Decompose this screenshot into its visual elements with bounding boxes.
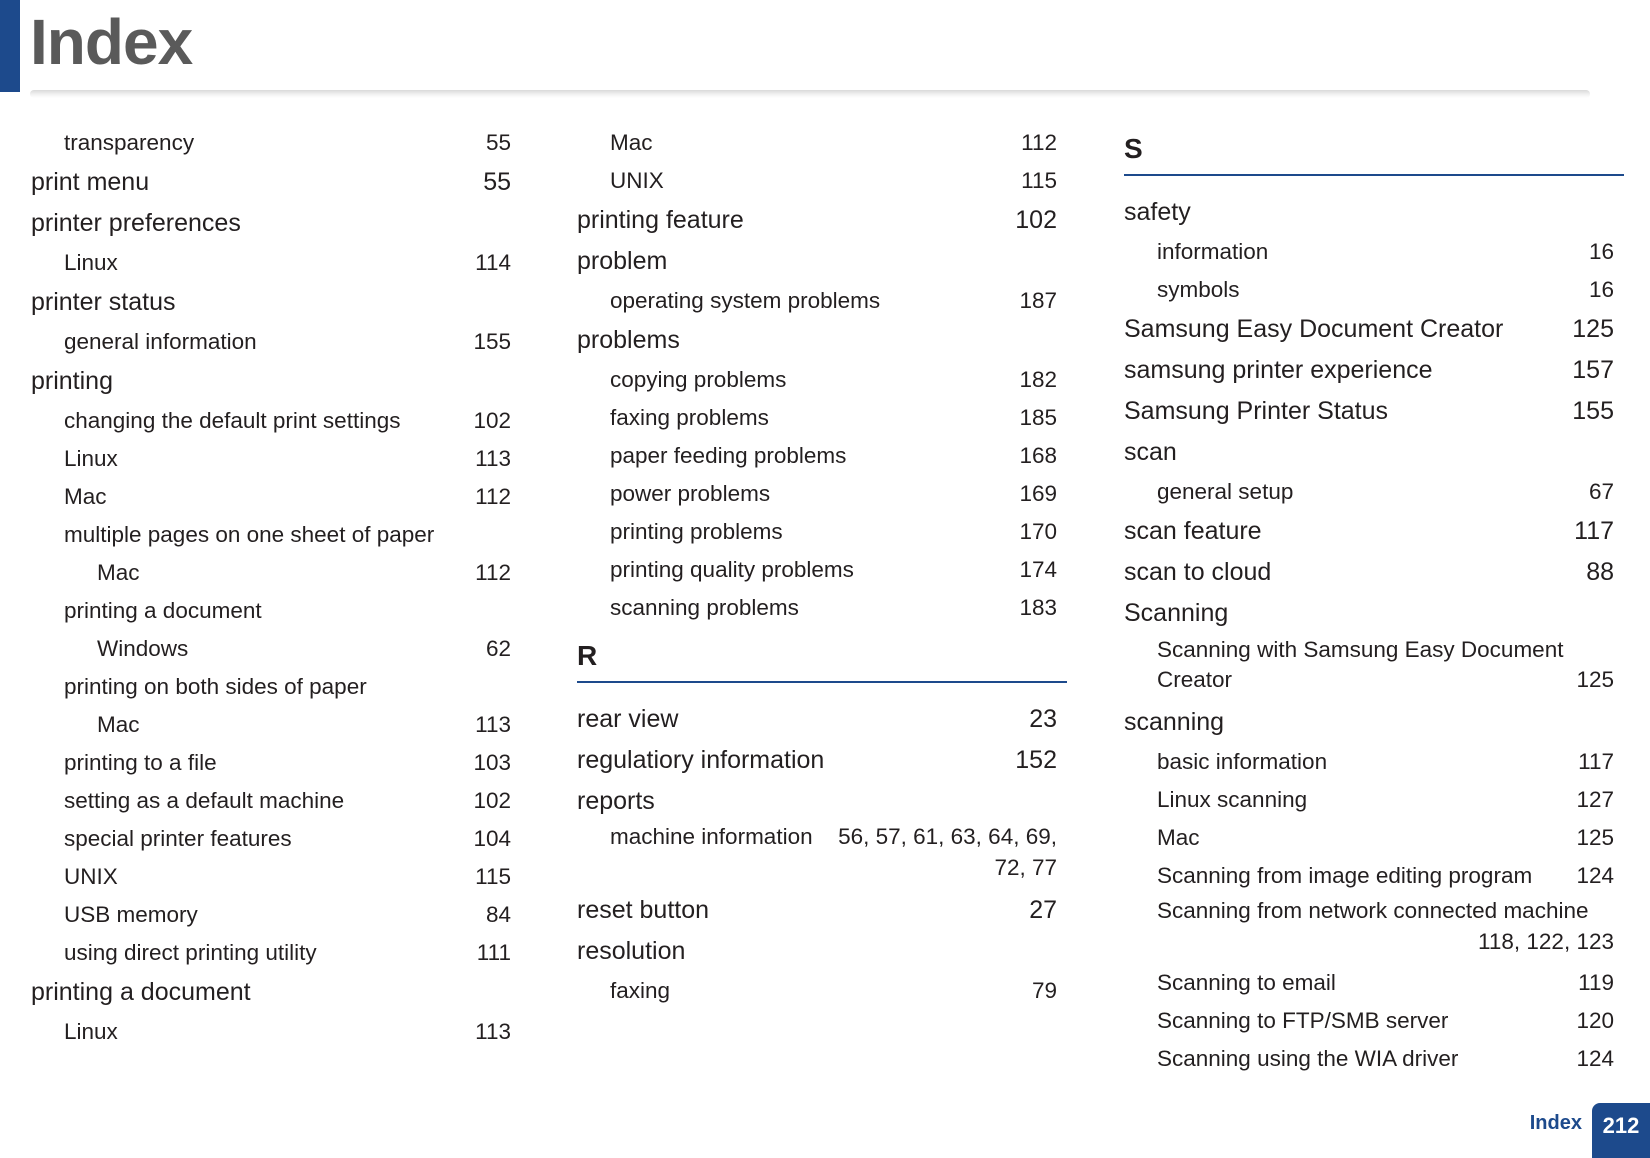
entry-term: Scanning with Samsung Easy Document bbox=[1157, 637, 1564, 662]
index-entry[interactable] bbox=[1124, 819, 1624, 857]
entry-page: 16 bbox=[1588, 239, 1614, 264]
index-entry[interactable] bbox=[577, 972, 1067, 1010]
entry-page: 16 bbox=[1588, 277, 1614, 302]
index-heading bbox=[31, 282, 521, 323]
entry-page: 155 bbox=[1572, 397, 1614, 425]
entry-page: 67 bbox=[1588, 479, 1614, 504]
entry-term: basic information bbox=[1157, 749, 1328, 774]
entry-term: transparency bbox=[64, 130, 195, 155]
index-heading bbox=[577, 931, 1067, 972]
entry-term: printing quality problems bbox=[610, 557, 854, 582]
index-entry[interactable] bbox=[577, 399, 1067, 437]
entry-term: power problems bbox=[610, 481, 771, 506]
entry-term: general information bbox=[64, 329, 257, 354]
entry-page: 120 bbox=[1576, 1008, 1614, 1033]
index-entry[interactable] bbox=[1124, 511, 1624, 552]
entry-page: 170 bbox=[1019, 519, 1057, 544]
index-entry[interactable] bbox=[31, 124, 521, 162]
entry-term: symbols bbox=[1157, 277, 1240, 302]
entry-page: 113 bbox=[475, 1019, 511, 1044]
entry-page: 155 bbox=[473, 329, 511, 354]
index-entry[interactable] bbox=[1124, 271, 1624, 309]
entry-term: Mac bbox=[64, 484, 107, 509]
index-entry[interactable] bbox=[577, 124, 1067, 162]
index-entry[interactable] bbox=[577, 822, 1067, 883]
entry-page: 103 bbox=[473, 750, 511, 775]
index-entry[interactable] bbox=[1124, 350, 1624, 391]
index-entry[interactable] bbox=[31, 820, 521, 858]
entry-page: 117 bbox=[1574, 517, 1614, 545]
index-entry[interactable] bbox=[31, 706, 521, 744]
index-heading bbox=[31, 972, 521, 1013]
entry-page: 115 bbox=[1021, 168, 1057, 193]
entry-term: printing feature bbox=[577, 206, 744, 234]
entry-page: 114 bbox=[475, 250, 511, 275]
index-entry[interactable] bbox=[577, 475, 1067, 513]
index-entry[interactable] bbox=[31, 630, 521, 668]
entry-second-line bbox=[1157, 665, 1624, 695]
entry-term: problem bbox=[577, 247, 668, 275]
entry-term: Mac bbox=[97, 712, 140, 737]
entry-term: printing to a file bbox=[64, 750, 217, 775]
entry-term: Scanning using the WIA driver bbox=[1157, 1046, 1459, 1071]
entry-page: 111 bbox=[476, 940, 511, 965]
entry-page: 187 bbox=[1019, 288, 1057, 313]
index-entry[interactable] bbox=[1124, 1002, 1624, 1040]
entry-page: 62 bbox=[485, 636, 511, 661]
entry-page: 124 bbox=[1576, 1046, 1614, 1071]
entry-term: Linux bbox=[64, 1019, 118, 1044]
index-heading bbox=[1124, 432, 1624, 473]
entry-term: printing on both sides of paper bbox=[64, 674, 367, 699]
page-number-badge: 212 bbox=[1592, 1103, 1650, 1158]
entry-term: information bbox=[1157, 239, 1269, 264]
index-heading bbox=[577, 781, 1067, 822]
entry-term: reset button bbox=[577, 896, 710, 924]
entry-page: 102 bbox=[473, 408, 511, 433]
index-entry[interactable] bbox=[31, 402, 521, 440]
index-entry[interactable] bbox=[31, 744, 521, 782]
index-entry[interactable] bbox=[1124, 233, 1624, 271]
entry-term: printer status bbox=[31, 288, 176, 316]
index-entry[interactable] bbox=[577, 551, 1067, 589]
entry-term: rear view bbox=[577, 705, 679, 733]
entry-page: 118, 122, 123 bbox=[1478, 929, 1614, 954]
entry-term: printing bbox=[31, 367, 113, 395]
entry-page: 112 bbox=[475, 560, 511, 585]
entry-page: 102 bbox=[473, 788, 511, 813]
entry-term: special printer features bbox=[64, 826, 292, 851]
entry-page-continued: 72, 77 bbox=[994, 855, 1057, 880]
index-entry[interactable] bbox=[1124, 473, 1624, 511]
header-accent-bar bbox=[0, 0, 20, 92]
entry-term: Mac bbox=[610, 130, 653, 155]
entry-page: 124 bbox=[1576, 863, 1614, 888]
index-entry[interactable] bbox=[31, 1013, 521, 1051]
entry-term: print menu bbox=[31, 168, 150, 196]
header-divider bbox=[30, 90, 1590, 98]
entry-term: Scanning to email bbox=[1157, 970, 1336, 995]
entry-page: 112 bbox=[475, 484, 511, 509]
entry-page: 117 bbox=[1578, 749, 1614, 774]
index-entry[interactable] bbox=[1124, 552, 1624, 593]
index-heading bbox=[1124, 593, 1624, 634]
entry-term: safety bbox=[1124, 198, 1191, 226]
entry-page: 125 bbox=[1576, 667, 1614, 692]
index-subheading bbox=[31, 592, 521, 630]
index-heading bbox=[1124, 192, 1624, 233]
entry-term: Scanning to FTP/SMB server bbox=[1157, 1008, 1449, 1033]
entry-term: scan feature bbox=[1124, 517, 1262, 545]
index-heading bbox=[31, 361, 521, 402]
entry-page: 174 bbox=[1019, 557, 1057, 582]
entry-term: printing problems bbox=[610, 519, 783, 544]
entry-term: setting as a default machine bbox=[64, 788, 345, 813]
entry-first-line bbox=[610, 822, 1067, 852]
entry-term: machine information bbox=[610, 824, 813, 849]
entry-page: 152 bbox=[1015, 746, 1057, 774]
index-subheading bbox=[31, 668, 521, 706]
entry-term: regulatiory information bbox=[577, 746, 825, 774]
index-entry[interactable] bbox=[1124, 391, 1624, 432]
index-entry[interactable] bbox=[577, 589, 1067, 627]
entry-page: 183 bbox=[1019, 595, 1057, 620]
entry-term: scan to cloud bbox=[1124, 558, 1272, 586]
index-entry[interactable] bbox=[1124, 309, 1624, 350]
entry-term: Scanning bbox=[1124, 599, 1229, 627]
entry-page: 112 bbox=[1021, 130, 1057, 155]
index-entry[interactable] bbox=[31, 896, 521, 934]
index-entry[interactable] bbox=[577, 740, 1067, 781]
entry-page: 119 bbox=[1578, 970, 1614, 995]
entry-page: 23 bbox=[1029, 705, 1057, 733]
entry-term: printer preferences bbox=[31, 209, 241, 237]
index-entry[interactable] bbox=[31, 858, 521, 896]
index-entry[interactable] bbox=[31, 162, 521, 203]
page-title: Index bbox=[30, 6, 193, 78]
index-entry[interactable] bbox=[31, 323, 521, 361]
index-entry[interactable] bbox=[1124, 857, 1624, 895]
entry-term: Linux scanning bbox=[1157, 787, 1308, 812]
entry-term: faxing bbox=[610, 978, 671, 1003]
entry-term: operating system problems bbox=[610, 288, 881, 313]
entry-page: 113 bbox=[475, 446, 511, 471]
entry-page: 55 bbox=[485, 130, 511, 155]
entry-term: copying problems bbox=[610, 367, 787, 392]
index-entry[interactable] bbox=[31, 934, 521, 972]
entry-term: using direct printing utility bbox=[64, 940, 317, 965]
entry-page: 125 bbox=[1572, 315, 1614, 343]
entry-term: problems bbox=[577, 326, 680, 354]
index-entry[interactable] bbox=[577, 200, 1067, 241]
entry-term: Samsung Easy Document Creator bbox=[1124, 315, 1504, 343]
entry-page: 102 bbox=[1015, 206, 1057, 234]
entry-page: 125 bbox=[1576, 825, 1614, 850]
entry-page: 55 bbox=[483, 168, 511, 196]
entry-term-continued: Creator bbox=[1157, 667, 1233, 692]
index-entry[interactable] bbox=[577, 361, 1067, 399]
entry-page: 169 bbox=[1019, 481, 1057, 506]
entry-term: Scanning from network connected machine bbox=[1157, 898, 1589, 923]
index-entry[interactable] bbox=[577, 162, 1067, 200]
entry-page: 88 bbox=[1586, 558, 1614, 586]
index-entry[interactable] bbox=[577, 513, 1067, 551]
section-letter-s: S bbox=[1124, 124, 1624, 176]
entry-term: Mac bbox=[97, 560, 140, 585]
index-heading bbox=[577, 320, 1067, 361]
entry-page: 113 bbox=[475, 712, 511, 737]
entry-page: 185 bbox=[1019, 405, 1057, 430]
entry-term: printing a document bbox=[31, 978, 251, 1006]
entry-page: 127 bbox=[1576, 787, 1614, 812]
entry-term: resolution bbox=[577, 937, 686, 965]
index-entry[interactable] bbox=[1124, 743, 1624, 781]
entry-page: 84 bbox=[485, 902, 511, 927]
index-entry[interactable] bbox=[1124, 634, 1624, 695]
index-column-2 bbox=[577, 124, 1067, 1010]
entry-term: Linux bbox=[64, 250, 118, 275]
entry-term: Windows bbox=[97, 636, 189, 661]
entry-page: 27 bbox=[1029, 896, 1057, 924]
entry-page: 79 bbox=[1031, 978, 1057, 1003]
index-entry[interactable] bbox=[1124, 964, 1624, 1002]
index-entry[interactable] bbox=[31, 244, 521, 282]
index-entry[interactable] bbox=[577, 699, 1067, 740]
index-entry[interactable] bbox=[31, 782, 521, 820]
entry-page: 56, 57, 61, 63, 64, 69, bbox=[838, 824, 1057, 849]
index-heading bbox=[31, 203, 521, 244]
index-entry[interactable] bbox=[31, 440, 521, 478]
entry-term: reports bbox=[577, 787, 655, 815]
section-letter-r: R bbox=[577, 631, 1067, 683]
entry-term: multiple pages on one sheet of paper bbox=[64, 522, 435, 547]
entry-term: changing the default print settings bbox=[64, 408, 401, 433]
entry-term: scan bbox=[1124, 438, 1177, 466]
entry-term: Samsung Printer Status bbox=[1124, 397, 1389, 425]
entry-term: general setup bbox=[1157, 479, 1294, 504]
entry-page: 168 bbox=[1019, 443, 1057, 468]
index-entry[interactable] bbox=[1124, 895, 1624, 957]
entry-term: faxing problems bbox=[610, 405, 769, 430]
entry-term: UNIX bbox=[64, 864, 118, 889]
entry-term: scanning bbox=[1124, 708, 1225, 736]
entry-page: 115 bbox=[475, 864, 511, 889]
index-entry[interactable] bbox=[577, 890, 1067, 931]
index-entry[interactable] bbox=[577, 282, 1067, 320]
index-column-1 bbox=[31, 124, 521, 1051]
entry-term: UNIX bbox=[610, 168, 664, 193]
entry-term: Linux bbox=[64, 446, 118, 471]
index-heading bbox=[577, 241, 1067, 282]
index-entry[interactable] bbox=[1124, 781, 1624, 819]
index-entry[interactable] bbox=[577, 437, 1067, 475]
entry-term: Scanning from image editing program bbox=[1157, 863, 1533, 888]
index-subheading bbox=[31, 516, 521, 554]
entry-page: 157 bbox=[1572, 356, 1614, 384]
entry-term: scanning problems bbox=[610, 595, 799, 620]
index-heading bbox=[1124, 702, 1624, 743]
entry-page: 104 bbox=[473, 826, 511, 851]
entry-term: printing a document bbox=[64, 598, 262, 623]
index-entry[interactable] bbox=[31, 554, 521, 592]
entry-page: 182 bbox=[1019, 367, 1057, 392]
index-column-3 bbox=[1124, 124, 1624, 1078]
index-entry[interactable] bbox=[31, 478, 521, 516]
entry-term: paper feeding problems bbox=[610, 443, 847, 468]
entry-term: Mac bbox=[1157, 825, 1200, 850]
entry-term: samsung printer experience bbox=[1124, 356, 1433, 384]
index-entry[interactable] bbox=[1124, 1040, 1624, 1078]
footer-section-label: Index bbox=[1529, 1112, 1582, 1134]
entry-term: USB memory bbox=[64, 902, 198, 927]
